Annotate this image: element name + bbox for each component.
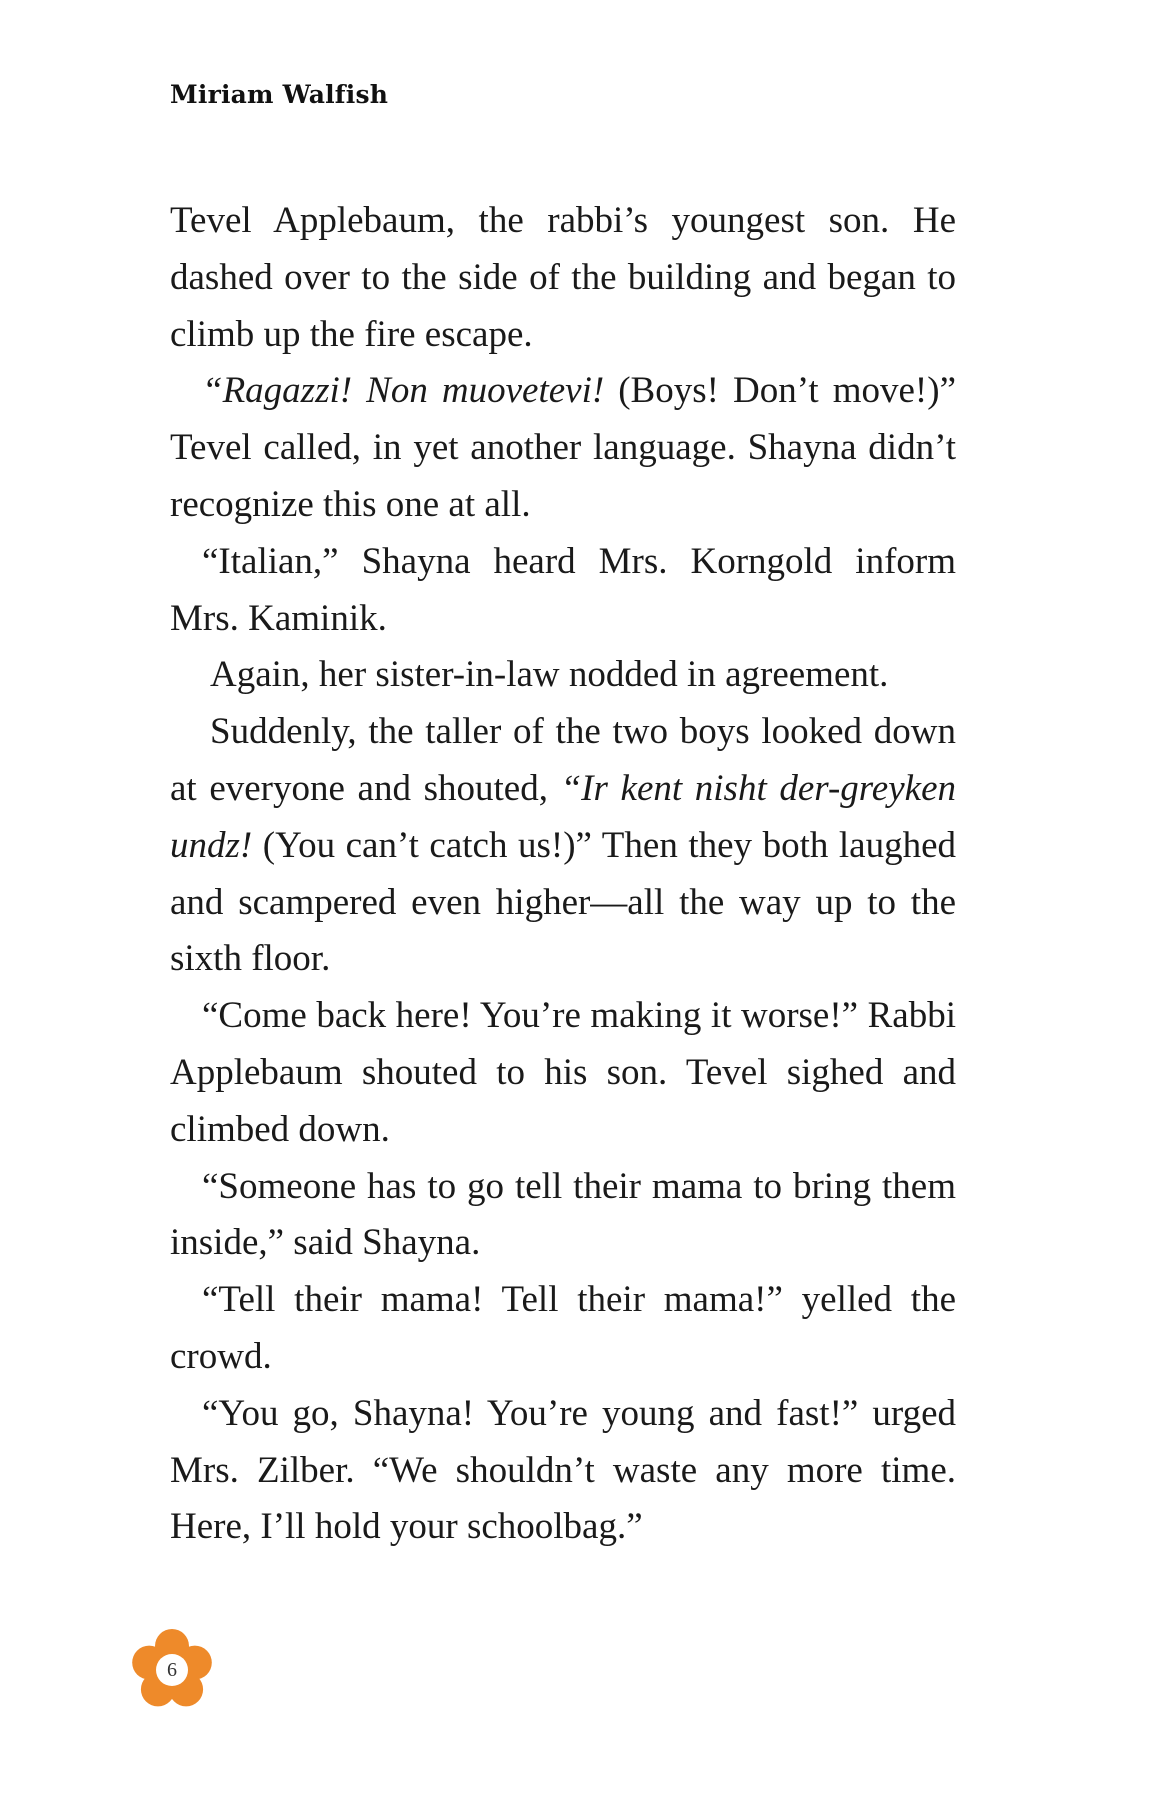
paragraph-text: Tevel Applebaum, the rabbi’s youngest son. He dashed over to the side of the building and began to climb up the fire escape. — [170, 200, 956, 355]
paragraph-italic: “Ir kent nisht der-greyken undz! — [170, 767, 956, 866]
paragraph-text: Again, her sister-in-law nodded in agreement. — [210, 654, 889, 696]
paragraph-text: “Tell their mama! Tell their mama!” yelled the crowd. — [170, 1279, 956, 1377]
page-folio — [126, 1624, 218, 1716]
paragraph — [170, 647, 956, 704]
paragraph-text: (You can’t catch us!)” Then they both laughed and scampered even higher—all the way up to the sixth floor. — [170, 824, 956, 980]
paragraph — [170, 534, 956, 648]
paragraph-text: “You go, Shayna! You’re young and fast!” urged Mrs. Zilber. “We shouldn’t waste any more time. Here, I’ll hold your schoolbag.” — [170, 1392, 956, 1548]
paragraph-text: “Someone has to go tell their mama to bring them inside,” said Shayna. — [170, 1165, 956, 1264]
paragraph-text: Suddenly, the taller of the two boys looked down at everyone and shouted, — [170, 711, 956, 809]
paragraph-text: (Boys! Don’t move!)” Tevel called, in yet another language. Shayna didn’t recognize this one at all. — [170, 370, 956, 525]
paragraph-italic: “Ragazzi! Non muovetevi! — [202, 370, 605, 412]
paragraph-text: “Come back here! You’re making it worse!” Rabbi Applebaum shouted to his son. Tevel sighed and climbed down. — [170, 995, 956, 1150]
paragraph — [170, 363, 956, 533]
running-head-author: Miriam Walfish — [170, 80, 389, 109]
paragraph — [170, 1159, 956, 1273]
body-text — [170, 193, 956, 1556]
paragraph — [170, 704, 956, 988]
page-number: 6 — [167, 1659, 177, 1681]
paragraph — [170, 988, 956, 1158]
paragraph — [170, 193, 956, 363]
paragraph-text: “Italian,” Shayna heard Mrs. Korngold inform Mrs. Kaminik. — [170, 540, 956, 639]
paragraph — [170, 1386, 956, 1556]
paragraph — [170, 1272, 956, 1386]
